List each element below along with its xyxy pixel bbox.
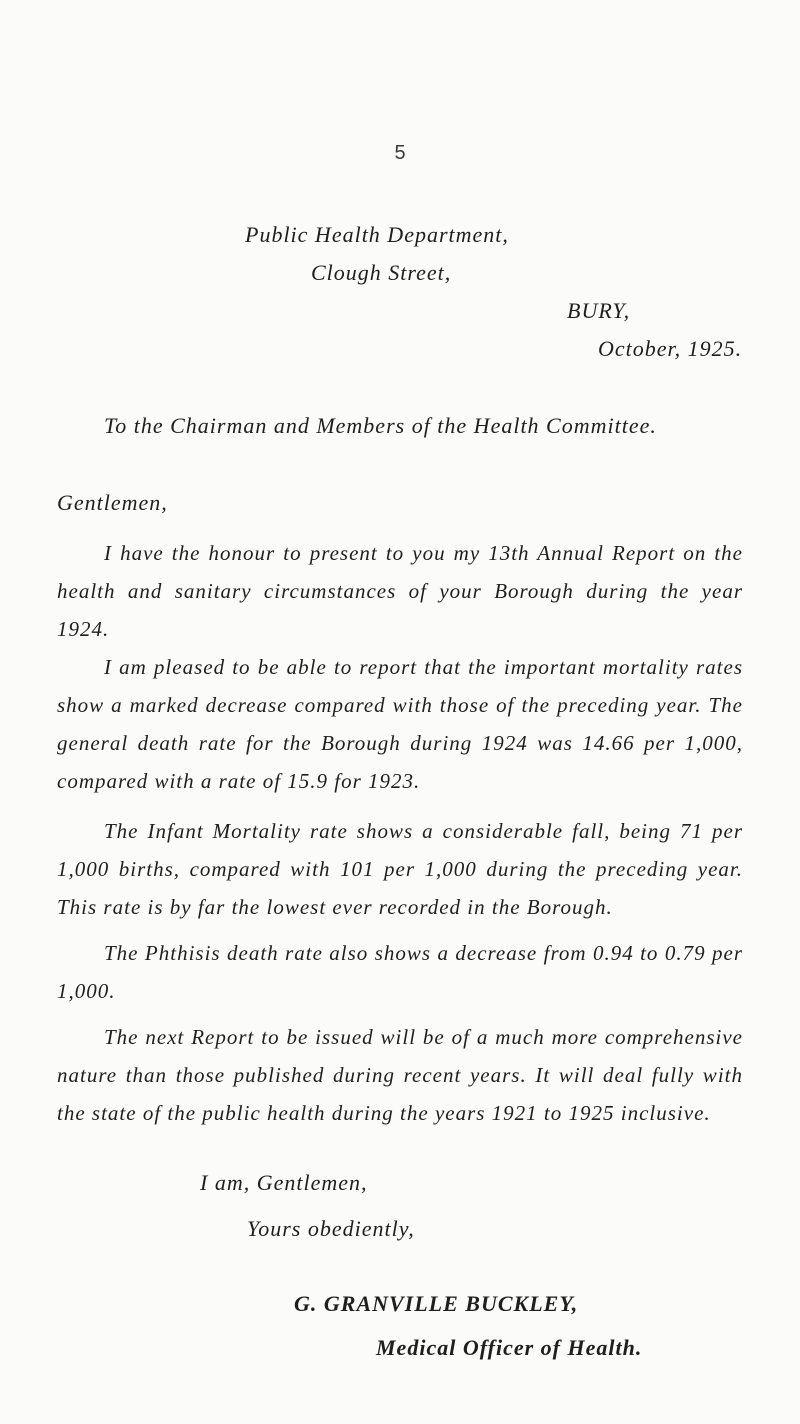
address-department: Public Health Department, — [245, 222, 509, 247]
page-number: 5 — [394, 142, 406, 164]
address-date: October, 1925. — [598, 336, 743, 361]
paragraph-mortality-rates — [57, 648, 743, 800]
salutation: Gentlemen, — [57, 490, 168, 515]
paragraph-text: The Infant Mortality rate shows a considerable fall, being 71 per 1,000 births, compared with 101 per 1,000 during the preceding year. This rate is by far the lowest ever recorded in the Borough. — [57, 819, 743, 919]
closing-valediction: Yours obediently, — [247, 1216, 415, 1241]
signature-title: Medical Officer of Health. — [376, 1335, 643, 1360]
paragraph-next-report — [57, 1018, 743, 1132]
paragraph-phthisis — [57, 934, 743, 1010]
signature-name: G. GRANVILLE BUCKLEY, — [294, 1291, 579, 1316]
paragraph-text: The next Report to be issued will be of a much more comprehensive nature than those published during recent years. It will deal fully with the state of the public health during the years 1921 to 1925 inclusive. — [57, 1025, 743, 1125]
paragraph-infant-mortality — [57, 812, 743, 926]
paragraph-text: I am pleased to be able to report that the important mortality rates show a marked decrease compared with those of the preceding year. The general death rate for the Borough during 1924 was 14.66 per 1,000, compared with a rate of 15.9 for 1923. — [57, 655, 743, 793]
paragraph-text: The Phthisis death rate also shows a decrease from 0.94 to 0.79 per 1,000. — [57, 941, 743, 1003]
address-street: Clough Street, — [311, 260, 452, 285]
address-town: BURY, — [567, 298, 631, 323]
closing-line: I am, Gentlemen, — [200, 1170, 368, 1195]
paragraph-report-intro — [57, 534, 743, 648]
addressee-line: To the Chairman and Members of the Health Committee. — [104, 413, 657, 438]
paragraph-text: I have the honour to present to you my 13th Annual Report on the health and sanitary circumstances of your Borough during the year 1924. — [57, 541, 743, 641]
